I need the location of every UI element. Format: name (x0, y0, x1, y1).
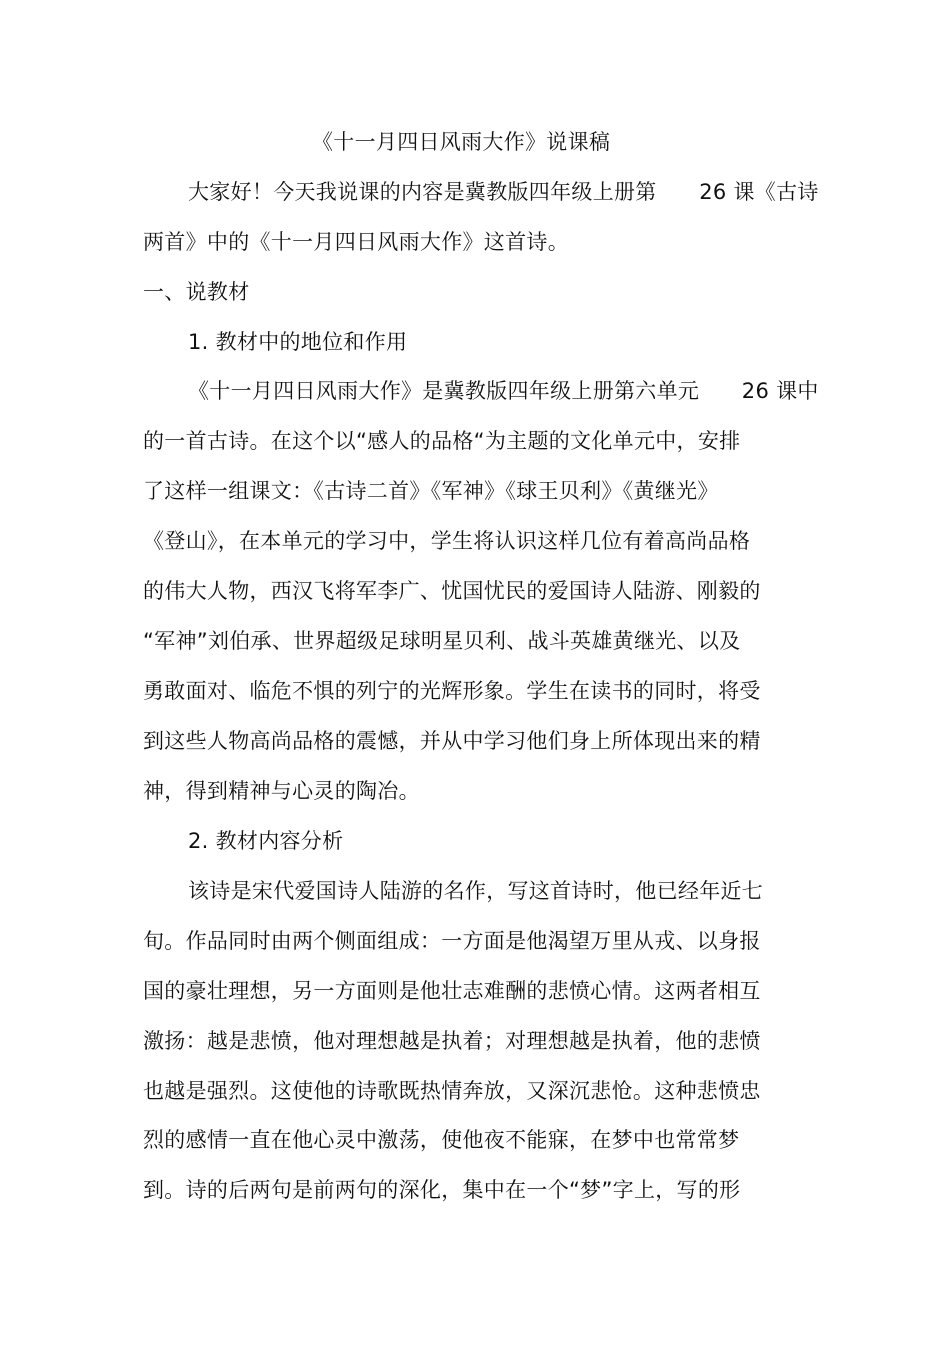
subsection-heading: 1. 教材中的地位和作用 (188, 330, 408, 354)
section-heading: 一、说教材 (143, 280, 250, 304)
paragraph-line: 该诗是宋代爱国诗人陆游的名作，写这首诗时，他已经年近七 (188, 879, 764, 903)
paragraph-line: 烈的感情一直在他心灵中激荡，使他夜不能寐，在梦中也常常梦 (143, 1128, 740, 1152)
paragraph-line: 《十一月四日风雨大作》是冀教版四年级上册第六单元 26 课中 (188, 379, 819, 403)
paragraph-line: 神，得到精神与心灵的陶冶。 (143, 779, 420, 803)
page-title: 《十一月四日风雨大作》说课稿 (312, 130, 611, 154)
paragraph-line: 两首》中的《十一月四日风雨大作》这首诗。 (143, 230, 569, 254)
paragraph-line: 国的豪壮理想，另一方面则是他壮志难酬的悲愤心情。这两者相互 (143, 979, 761, 1003)
paragraph-line: 的伟大人物，西汉飞将军李广、忧国忧民的爱国诗人陆游、刚毅的 (143, 579, 761, 603)
paragraph-line: 到这些人物高尚品格的震憾，并从中学习他们身上所体现出来的精 (143, 729, 761, 753)
paragraph-line: 大家好！今天我说课的内容是冀教版四年级上册第 26 课《古诗 (188, 180, 819, 204)
paragraph-line: “军神”刘伯承、世界超级足球明星贝利、战斗英雄黄继光、以及 (143, 629, 741, 653)
paragraph-line: 了这样一组课文：《古诗二首》《军神》《球王贝利》《黄继光》 (143, 479, 719, 503)
paragraph-line: 勇敢面对、临危不惧的列宁的光辉形象。学生在读书的同时，将受 (143, 679, 761, 703)
paragraph-line: 的一首古诗。在这个以“感人的品格“为主题的文化单元中，安排 (143, 429, 741, 453)
paragraph-line: 也越是强烈。这使他的诗歌既热情奔放，又深沉悲怆。这种悲愤忠 (143, 1079, 761, 1103)
paragraph-line: 《登山》，在本单元的学习中，学生将认识这样几位有着高尚品格 (143, 529, 751, 553)
paragraph-line: 旬。作品同时由两个侧面组成：一方面是他渴望万里从戎、以身报 (143, 929, 761, 953)
paragraph-line: 激扬：越是悲愤，他对理想越是执着；对理想越是执着，他的悲愤 (143, 1029, 761, 1053)
paragraph-line: 到。诗的后两句是前两句的深化，集中在一个“梦”字上，写的形 (143, 1178, 741, 1202)
subsection-heading: 2. 教材内容分析 (188, 829, 344, 853)
